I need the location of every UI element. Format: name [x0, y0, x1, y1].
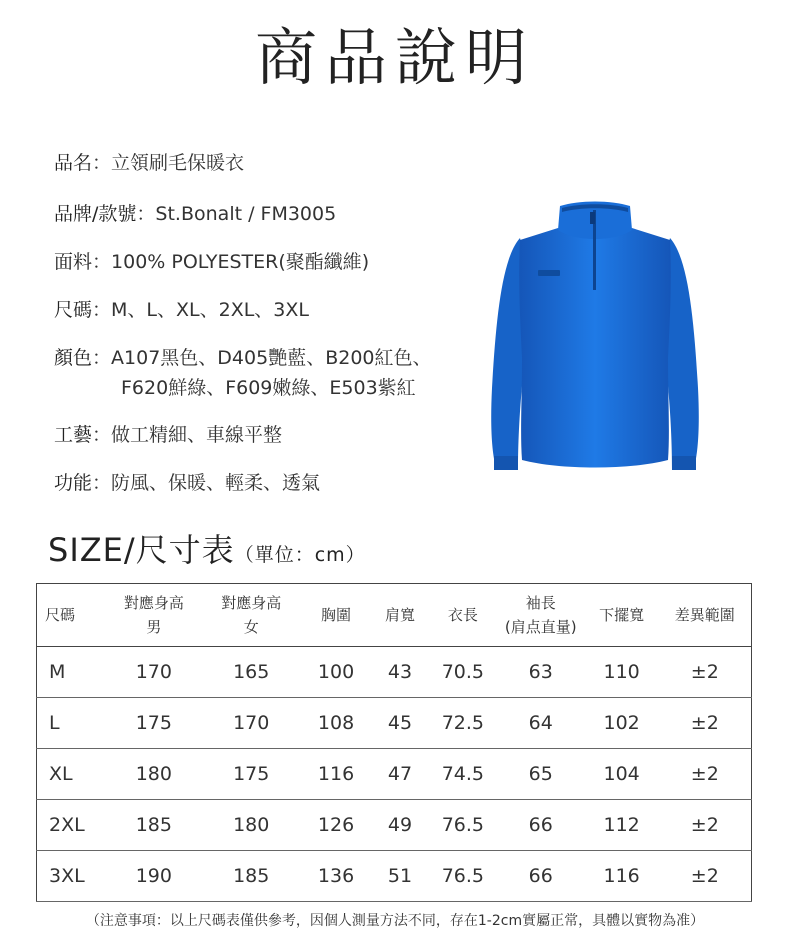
cell: ±2	[659, 647, 752, 698]
table-row	[37, 698, 752, 749]
cell: 102	[585, 698, 659, 749]
header-height-female: 對應身高 女	[201, 584, 301, 647]
cell: ±2	[659, 749, 752, 800]
spec-separator: ：	[136, 203, 156, 225]
spec-value-line2: F620鮮綠、F609嫩綠、E503紫紅	[121, 377, 416, 399]
cell: 74.5	[429, 749, 497, 800]
cell: 116	[301, 749, 371, 800]
cell: 100	[301, 647, 371, 698]
cell: 175	[106, 698, 201, 749]
spec-product-name	[54, 148, 244, 178]
cell: 70.5	[429, 647, 497, 698]
cell: 170	[106, 647, 201, 698]
jacket-logo	[538, 270, 560, 276]
cell: 116	[585, 851, 659, 902]
spec-key: 功能	[54, 472, 93, 494]
spec-value: 100% POLYESTER(聚酯纖維)	[111, 251, 370, 273]
cell: 110	[585, 647, 659, 698]
spec-value: M、L、XL、2XL、3XL	[111, 299, 309, 321]
spec-key: 面料	[54, 251, 93, 273]
cell: 47	[371, 749, 429, 800]
cell: 76.5	[429, 800, 497, 851]
spec-separator: ：	[92, 424, 112, 446]
table-row	[37, 800, 752, 851]
cell: 180	[106, 749, 201, 800]
cell: 190	[106, 851, 201, 902]
header-tolerance: 差異範圍	[659, 584, 752, 647]
table-row	[37, 749, 752, 800]
spec-value: 防風、保暖、輕柔、透氣	[111, 472, 321, 494]
table-row	[37, 647, 752, 698]
spec-value: 立領刷毛保暖衣	[111, 152, 245, 174]
cell: 45	[371, 698, 429, 749]
cell: 51	[371, 851, 429, 902]
cell: 104	[585, 749, 659, 800]
spec-key: 工藝	[54, 424, 93, 446]
cell: 49	[371, 800, 429, 851]
cell: 108	[301, 698, 371, 749]
cell: 185	[201, 851, 301, 902]
spec-separator: ：	[92, 472, 112, 494]
cell-size: XL	[37, 749, 107, 800]
spec-separator: ：	[92, 299, 112, 321]
cell: 65	[497, 749, 585, 800]
size-chart-title-text: SIZE/尺寸表	[48, 531, 235, 569]
spec-colors	[54, 343, 432, 403]
cell: 43	[371, 647, 429, 698]
cell-size: 2XL	[37, 800, 107, 851]
cell: ±2	[659, 851, 752, 902]
cell: ±2	[659, 698, 752, 749]
cell: 64	[497, 698, 585, 749]
header-sleeve: 袖長 (肩点直量)	[497, 584, 585, 647]
cell: 175	[201, 749, 301, 800]
cell: 72.5	[429, 698, 497, 749]
header-chest: 胸圍	[301, 584, 371, 647]
cell: 180	[201, 800, 301, 851]
spec-sizes	[54, 295, 309, 325]
cell: 112	[585, 800, 659, 851]
size-table	[36, 583, 752, 902]
page-title: 商品說明	[254, 21, 535, 94]
header-height-male: 對應身高 男	[106, 584, 201, 647]
table-header-row	[37, 584, 752, 647]
header-shoulder: 肩寬	[371, 584, 429, 647]
table-row	[37, 851, 752, 902]
cell: 185	[106, 800, 201, 851]
spec-separator: ：	[92, 152, 112, 174]
spec-key: 品名	[54, 152, 93, 174]
cell: 136	[301, 851, 371, 902]
spec-key: 顏色	[54, 347, 93, 369]
spec-separator: ：	[92, 347, 112, 369]
header-hem: 下擺寬	[585, 584, 659, 647]
header-length: 衣長	[429, 584, 497, 647]
size-chart-unit: （單位：cm）	[234, 544, 366, 566]
cell-size: M	[37, 647, 107, 698]
size-chart-title	[48, 528, 366, 577]
header-size: 尺碼	[37, 584, 107, 647]
spec-fabric	[54, 247, 369, 277]
spec-brand-model	[54, 199, 336, 229]
disclaimer-note: （注意事項：以上尺碼表僅供參考，因個人測量方法不同，存在1-2cm實屬正常，具體以實物為准）	[85, 913, 705, 929]
cell: 66	[497, 800, 585, 851]
cell: 63	[497, 647, 585, 698]
spec-key: 尺碼	[54, 299, 93, 321]
cell: 170	[201, 698, 301, 749]
spec-separator: ：	[92, 251, 112, 273]
cell: 126	[301, 800, 371, 851]
cell: 66	[497, 851, 585, 902]
cell: 76.5	[429, 851, 497, 902]
spec-value: St.Bonalt / FM3005	[155, 203, 337, 225]
cell: ±2	[659, 800, 752, 851]
cell-size: L	[37, 698, 107, 749]
spec-key: 品牌/款號	[54, 203, 137, 225]
spec-craft	[54, 420, 282, 450]
spec-function	[54, 468, 320, 498]
cell-size: 3XL	[37, 851, 107, 902]
cell: 165	[201, 647, 301, 698]
spec-value: 做工精細、車線平整	[111, 424, 283, 446]
spec-value: A107黑色、D405艷藍、B200紅色、	[111, 347, 432, 369]
fleece-jacket-image	[480, 198, 710, 478]
